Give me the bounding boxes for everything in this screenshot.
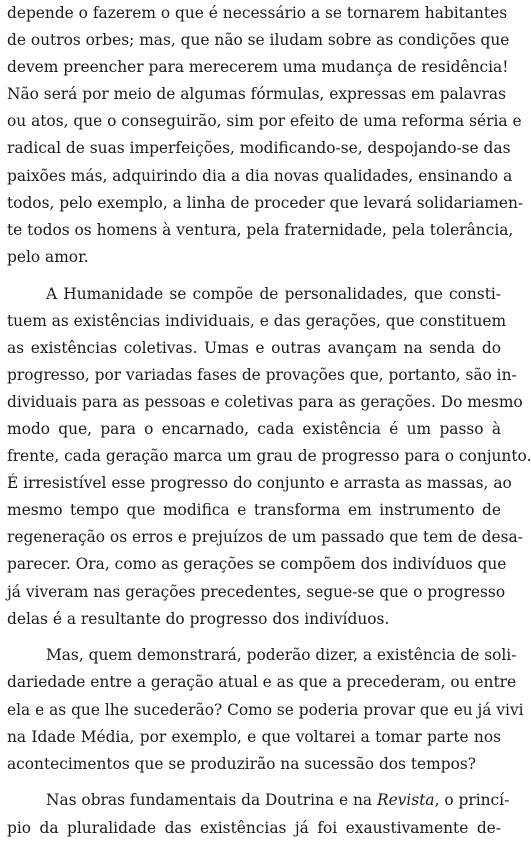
text-line: já viveram nas gerações precedentes, segue-se que o progresso: [7, 582, 506, 601]
italic-title: Revista: [376, 791, 435, 810]
paragraph-3: [7, 642, 524, 777]
text-line: acontecimentos que se produzirão na sucessão dos tempos?: [7, 754, 477, 773]
text-run: Nas obras fundamentais da Doutrina e na: [46, 791, 377, 810]
text-line: dividuais para as pessoas e coletivas para as gerações. Do mesmo: [7, 392, 523, 411]
document-page: [7, 0, 531, 842]
text-line-with-emphasis: [7, 787, 510, 814]
text-line: progresso, por variadas fases de provações que, portanto, são in-: [7, 365, 517, 384]
text-line: as existências coletivas. Umas e outras avançam na senda do: [7, 338, 501, 357]
text-line: pio da pluralidade das existências já foi exaustivamente de-: [7, 818, 501, 837]
text-line: Não será por meio de algumas fórmulas, expressas em palavras: [7, 85, 506, 104]
text-line: na Idade Média, por exemplo, e que voltarei a tomar parte nos: [7, 727, 501, 746]
text-line: ou atos, que o conseguirão, sim por efeito de uma reforma séria e: [7, 112, 522, 131]
text-line: depende o fazerem o que é necessário a se tornarem habitantes: [7, 4, 508, 22]
text-run: , o princí-: [434, 791, 510, 810]
text-line: pelo amor.: [7, 247, 89, 266]
text-line: ela e as que lhe sucederão? Como se poderia provar que eu já vivi: [7, 700, 524, 719]
text-line: dariedade entre a geração atual e as que a precederam, ou entre: [7, 673, 517, 692]
text-line: te todos os homens à ventura, pela fraternidade, pela tolerância,: [7, 220, 514, 239]
text-line: parecer. Ora, como as gerações se compõem dos indivíduos que: [7, 555, 507, 574]
text-line: tuem as existências individuais, e das gerações, que constituem: [7, 311, 507, 330]
text-line: de outros orbes; mas, que não se iludam sobre as condições que: [7, 31, 510, 50]
text-line: A Humanidade se compõe de personalidades, que consti-: [46, 284, 501, 303]
text-line: mesmo tempo que modifica e transforma em instrumento de: [7, 501, 501, 520]
paragraph-1: [7, 0, 524, 271]
paragraph-4: [7, 787, 510, 841]
text-line: frente, cada geração marca um grau de progresso para o conjunto.: [7, 447, 531, 466]
text-line: modo que, para o encarnado, cada existência é um passo à: [7, 420, 501, 438]
text-line: todos, pelo exemplo, a linha de proceder que levará solidariamen-: [7, 193, 524, 212]
text-line: delas é a resultante do progresso dos indivíduos.: [7, 609, 390, 628]
text-line: devem preencher para merecerem uma mudança de residência!: [7, 58, 509, 77]
text-line: radical de suas imperfeições, modificando-se, despojando-se das: [7, 139, 511, 158]
text-line: paixões más, adquirindo dia a dia novas qualidades, ensinando a: [7, 166, 513, 185]
text-line: Mas, quem demonstrará, poderão dizer, a existência de soli-: [46, 646, 517, 665]
text-line: É irresistível esse progresso do conjunto e arrasta as massas, ao: [7, 474, 512, 493]
text-line: regeneração os erros e prejuízos de um passado que tem de desa-: [7, 528, 523, 547]
paragraph-2: [7, 281, 531, 633]
